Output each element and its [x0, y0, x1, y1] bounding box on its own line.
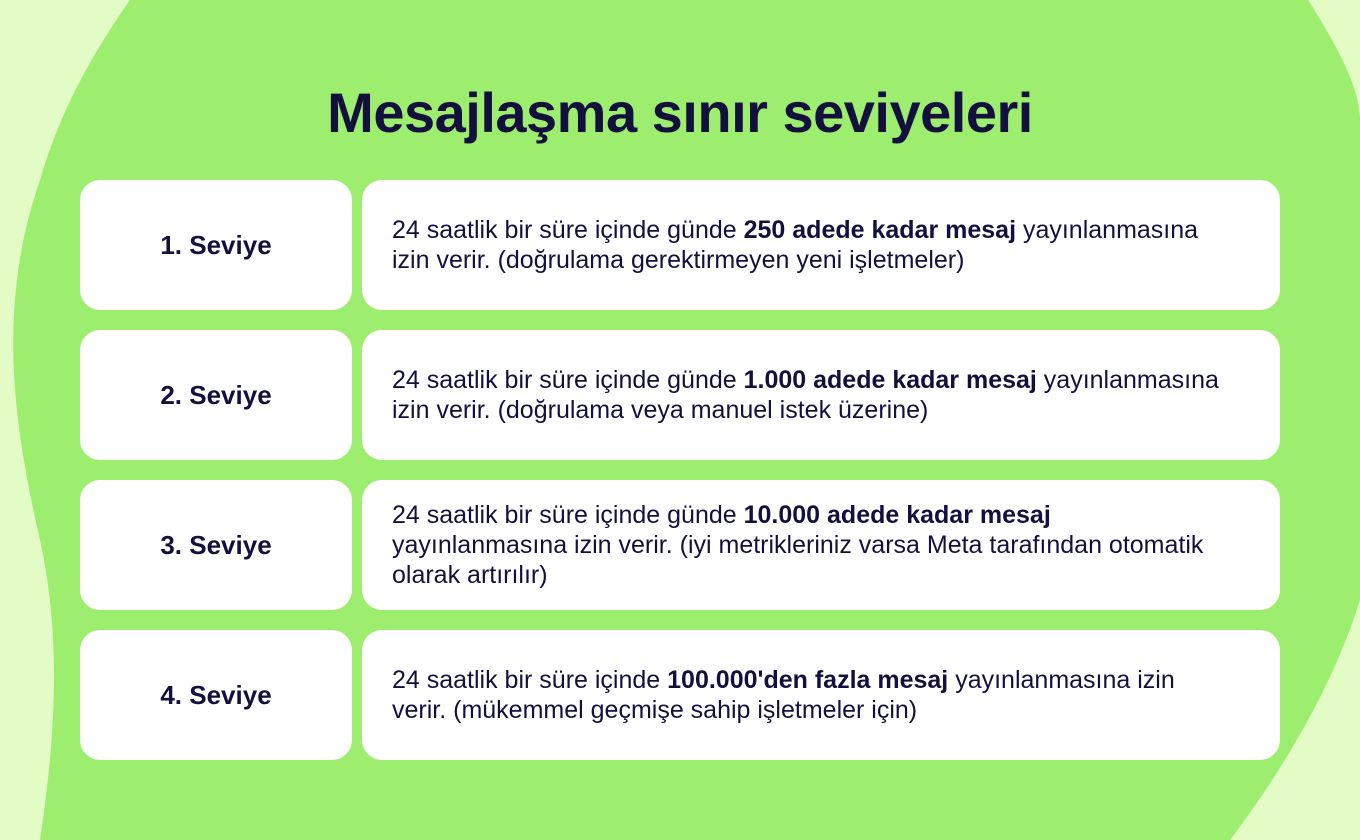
description-highlight: 10.000 adede kadar mesaj	[743, 501, 1051, 529]
level-description-card	[362, 630, 1280, 760]
level-description-card	[362, 180, 1280, 310]
level-label: 2. Seviye	[80, 330, 352, 460]
description-highlight: 250 adede kadar mesaj	[743, 216, 1017, 244]
description-text: yayınlanmasına izin verir. (doğrulama veya manuel istek üzerine)	[392, 366, 1219, 424]
level-description-card	[362, 330, 1280, 460]
description-text: 24 saatlik bir süre içinde günde	[392, 366, 744, 394]
description-text: yayınlanmasına izin verir. (mükemmel geçmişe sahip işletmeler için)	[392, 666, 1175, 724]
level-row	[80, 180, 1280, 310]
description-text: 24 saatlik bir süre içinde günde	[392, 501, 744, 529]
level-row	[80, 330, 1280, 460]
description-text: yayınlanmasına izin verir. (doğrulama gerektirmeyen yeni işletmeler)	[392, 216, 1199, 274]
level-description	[392, 215, 1230, 275]
description-highlight: 100.000'den fazla mesaj	[667, 666, 949, 694]
level-description-card	[362, 480, 1280, 610]
level-row	[80, 480, 1280, 610]
description-text: 24 saatlik bir süre içinde günde	[392, 216, 744, 244]
level-description	[392, 365, 1230, 425]
description-text: 24 saatlik bir süre içinde	[392, 666, 668, 694]
page-title: Mesajlaşma sınır seviyeleri	[327, 81, 1033, 144]
level-description	[392, 500, 1230, 590]
level-description	[392, 665, 1230, 725]
level-label: 3. Seviye	[80, 480, 352, 610]
level-row	[80, 630, 1280, 760]
description-highlight: 1.000 adede kadar mesaj	[743, 366, 1037, 394]
description-text: yayınlanmasına izin verir. (iyi metrikleriniz varsa Meta tarafından otomatik olarak artırılır)	[392, 531, 1204, 589]
level-label: 1. Seviye	[80, 180, 352, 310]
level-label: 4. Seviye	[80, 630, 352, 760]
levels-list	[80, 180, 1280, 780]
